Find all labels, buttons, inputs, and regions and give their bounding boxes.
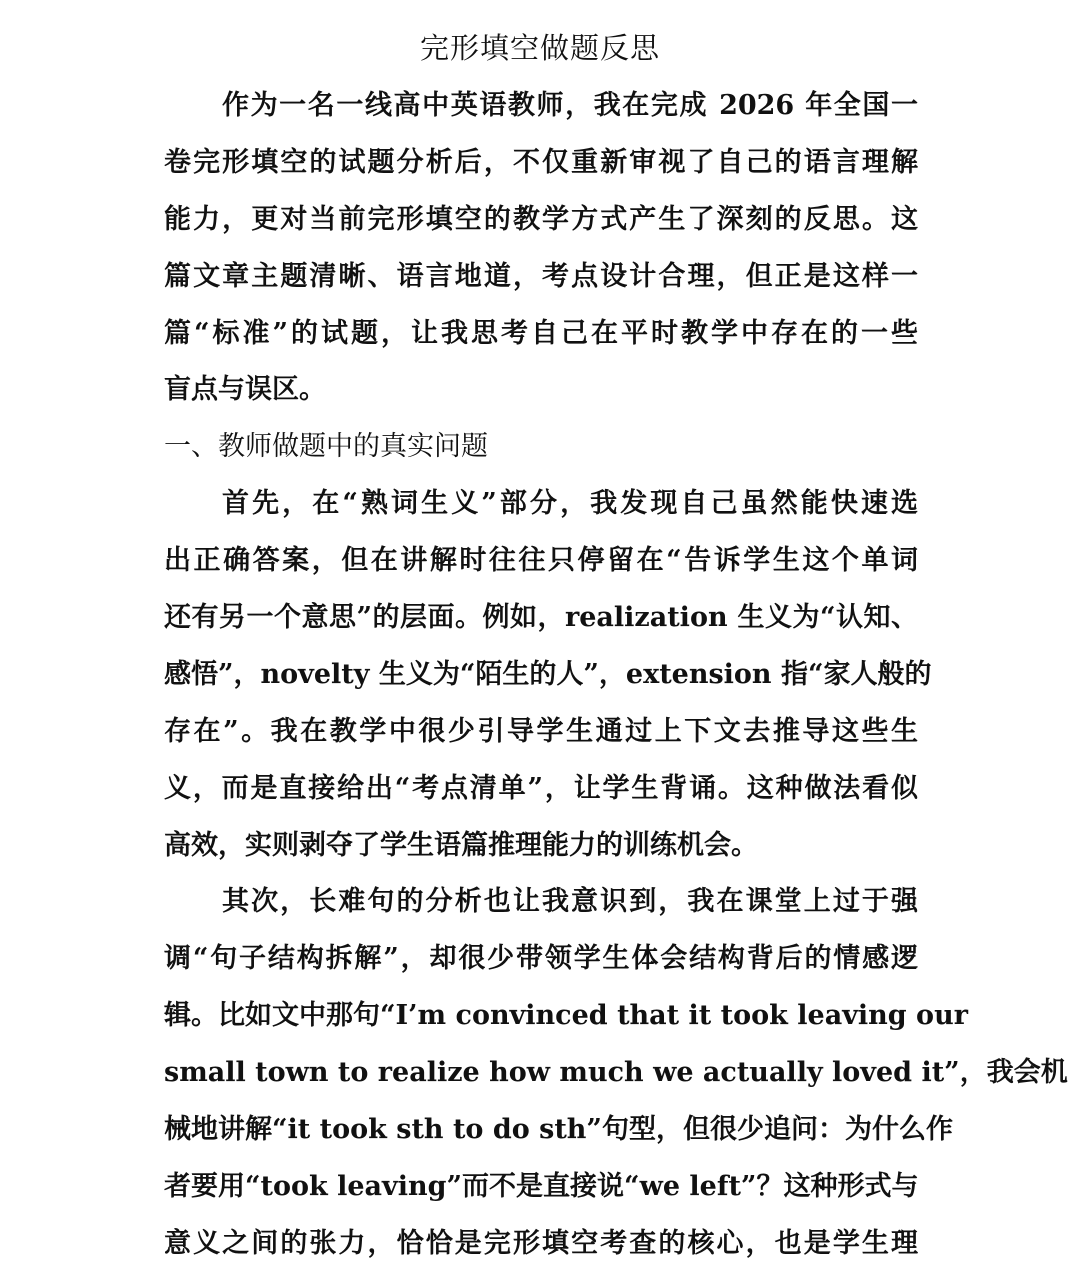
document-title: 完形填空做题反思 [419,31,660,65]
paragraph-line: small town to realize how much we actually loved it”，我会机 [164,1057,1068,1089]
paragraph-line: 能力，更对当前完形填空的教学方式产生了深刻的反思。这 [164,203,918,235]
section-heading: 一、教师做题中的真实问题 [164,431,488,463]
paragraph-line: 义，而是直接给出“考点清单”，让学生背诵。这种做法看似 [164,772,918,804]
paragraph-line: 盲点与误区。 [164,374,326,406]
paragraph-line: 作为一名一线高中英语教师，我在完成 2026 年全国一 [222,90,918,121]
paragraph-line: 篇文章主题清晰、语言地道，考点设计合理，但正是这样一 [164,260,918,292]
paragraph-line: 篇“标准”的试题，让我思考自己在平时教学中存在的一些 [164,317,918,349]
paragraph-line: 感悟”，novelty 生义为“陌生的人”，extension 指“家人般的 [164,658,932,690]
paragraph-line: 其次，长难句的分析也让我意识到，我在课堂上过于强 [222,886,918,918]
paragraph-line: 意义之间的张力，恰恰是完形填空考查的核心，也是学生理 [164,1227,918,1259]
document-body [164,78,1068,1273]
paragraph-line: 械地讲解“it took sth to do sth”句型，但很少追问：为什么作 [164,1114,953,1146]
paragraph-line: 存在”。我在教学中很少引导学生通过上下文去推导这些生 [164,715,918,747]
paragraph-line: 还有另一个意思”的层面。例如，realization 生义为“认知、 [164,602,918,634]
paragraph-line: 出正确答案，但在讲解时往往只停留在“告诉学生这个单词 [164,545,918,577]
paragraph-line: 者要用“took leaving”而不是直接说“we left”？这种形式与 [164,1170,919,1202]
paragraph-line: 辑。比如文中那句“I’m convinced that it took leaving our [164,1000,968,1032]
paragraph-line: 卷完形填空的试题分析后，不仅重新审视了自己的语言理解 [164,146,918,178]
paragraph-line: 首先，在“熟词生义”部分，我发现自己虽然能快速选 [222,488,918,520]
paragraph-line: 调“句子结构拆解”，却很少带领学生体会结构背后的情感逻 [164,943,918,975]
paragraph-line: 高效，实则剥夺了学生语篇推理能力的训练机会。 [164,829,758,861]
